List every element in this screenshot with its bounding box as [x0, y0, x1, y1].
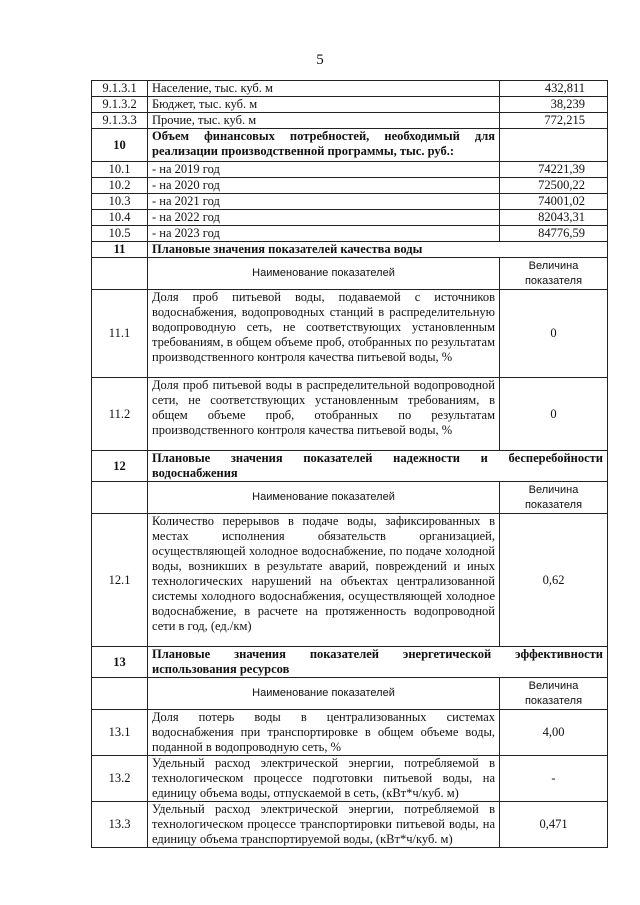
column-header-value: Величина показателя	[500, 678, 608, 710]
row-number: 10.4	[92, 210, 148, 226]
table-row	[92, 210, 608, 226]
row-name: - на 2021 год	[148, 194, 500, 210]
row-text: Доля проб питьевой воды, подаваемой с источников водоснабжения, водопроводных станций в распределительную водопроводную сеть, не соответствующих установленным требованиям, в общем объеме проб, отобранных по результатам производственного контроля качества питьевой воды, %	[148, 290, 500, 378]
row-name: Бюджет, тыс. куб. м	[148, 97, 500, 113]
production-program-table	[91, 80, 608, 848]
empty-cell	[92, 258, 148, 290]
row-value: 0,62	[500, 514, 608, 647]
column-header-row	[92, 678, 608, 710]
row-text: Удельный расход электрической энергии, потребляемой в технологическом процессе транспортировки питьевой воды, на единицу объема транспортируемой воды, (кВт*ч/куб. м)	[148, 802, 500, 848]
row-value: 772,215	[500, 113, 608, 129]
column-header-row	[92, 258, 608, 290]
table-row	[92, 97, 608, 113]
row-text: Удельный расход электрической энергии, потребляемой в технологическом процессе подготовки питьевой воды, на единицу объема воды, отпускаемой в сеть, (кВт*ч/куб. м)	[148, 756, 500, 802]
section-13-header	[92, 647, 608, 678]
empty-cell	[92, 678, 148, 710]
row-number: 12.1	[92, 514, 148, 647]
section-number: 10	[92, 129, 148, 162]
row-number: 11.2	[92, 378, 148, 451]
row-name: Население, тыс. куб. м	[148, 81, 500, 97]
row-number: 10.3	[92, 194, 148, 210]
row-value: 82043,31	[500, 210, 608, 226]
row-name: Прочие, тыс. куб. м	[148, 113, 500, 129]
row-value: 38,239	[500, 97, 608, 113]
column-header-value: Величина показателя	[500, 258, 608, 290]
row-name: - на 2019 год	[148, 162, 500, 178]
row-number: 11.1	[92, 290, 148, 378]
table-row	[92, 710, 608, 756]
table-row	[92, 81, 608, 97]
section-title: Плановые значения показателей надежности и бесперебойности водоснабжения	[148, 451, 608, 482]
section-title: Объем финансовых потребностей, необходимый для реализации производственной программы, тыс. руб.:	[148, 129, 500, 162]
row-number: 13.1	[92, 710, 148, 756]
row-name: - на 2020 год	[148, 178, 500, 194]
row-value: 84776,59	[500, 226, 608, 242]
row-value: 72500,22	[500, 178, 608, 194]
row-value: 74221,39	[500, 162, 608, 178]
row-number: 13.2	[92, 756, 148, 802]
table-row	[92, 378, 608, 451]
row-number: 9.1.3.1	[92, 81, 148, 97]
section-10-header	[92, 129, 608, 162]
row-value: 4,00	[500, 710, 608, 756]
empty-cell	[92, 482, 148, 514]
row-name: - на 2023 год	[148, 226, 500, 242]
row-value: 0,471	[500, 802, 608, 848]
row-number: 9.1.3.3	[92, 113, 148, 129]
row-number: 13.3	[92, 802, 148, 848]
table-row	[92, 194, 608, 210]
row-value: 0	[500, 290, 608, 378]
column-header-name: Наименование показателей	[148, 482, 500, 514]
row-number: 10.2	[92, 178, 148, 194]
page-number: 5	[316, 52, 324, 68]
column-header-name: Наименование показателей	[148, 258, 500, 290]
column-header-name: Наименование показателей	[148, 678, 500, 710]
row-text: Доля потерь воды в централизованных системах водоснабжения при транспортировке в общем объеме воды, поданной в водопроводную сеть, %	[148, 710, 500, 756]
row-value: 0	[500, 378, 608, 451]
row-value: 432,811	[500, 81, 608, 97]
section-title: Плановые значения показателей энергетической эффективности использования ресурсов	[148, 647, 608, 678]
row-text: Количество перерывов в подаче воды, зафиксированных в местах исполнения обязательств организацией, осуществляющей холодное водоснабжение, по подаче холодной воды, возникших в результате аварий, повреждений и иных технологических нарушений на объектах централизованной системы холодного водоснабжения, осуществляющей холодное водоснабжение, в расчете на протяженность водопроводной сети в год, (ед./км)	[148, 514, 500, 647]
row-number: 10.1	[92, 162, 148, 178]
section-11-header	[92, 242, 608, 258]
column-header-value: Величина показателя	[500, 482, 608, 514]
empty-cell	[500, 129, 608, 162]
table-row	[92, 514, 608, 647]
row-name: - на 2022 год	[148, 210, 500, 226]
section-number: 12	[92, 451, 148, 482]
row-text: Доля проб питьевой воды в распределительной водопроводной сети, не соответствующих установленным требованиям, в общем объеме проб, отобранных по результатам производственного контроля качества питьевой воды, %	[148, 378, 500, 451]
section-number: 13	[92, 647, 148, 678]
section-number: 11	[92, 242, 148, 258]
table-row	[92, 290, 608, 378]
row-number: 10.5	[92, 226, 148, 242]
table-row	[92, 756, 608, 802]
row-value: 74001,02	[500, 194, 608, 210]
table-row	[92, 226, 608, 242]
section-12-header	[92, 451, 608, 482]
section-title: Плановые значения показателей качества воды	[148, 242, 608, 258]
row-number: 9.1.3.2	[92, 97, 148, 113]
row-value: -	[500, 756, 608, 802]
table-row	[92, 113, 608, 129]
column-header-row	[92, 482, 608, 514]
table-row	[92, 178, 608, 194]
table-row	[92, 802, 608, 848]
table-row	[92, 162, 608, 178]
